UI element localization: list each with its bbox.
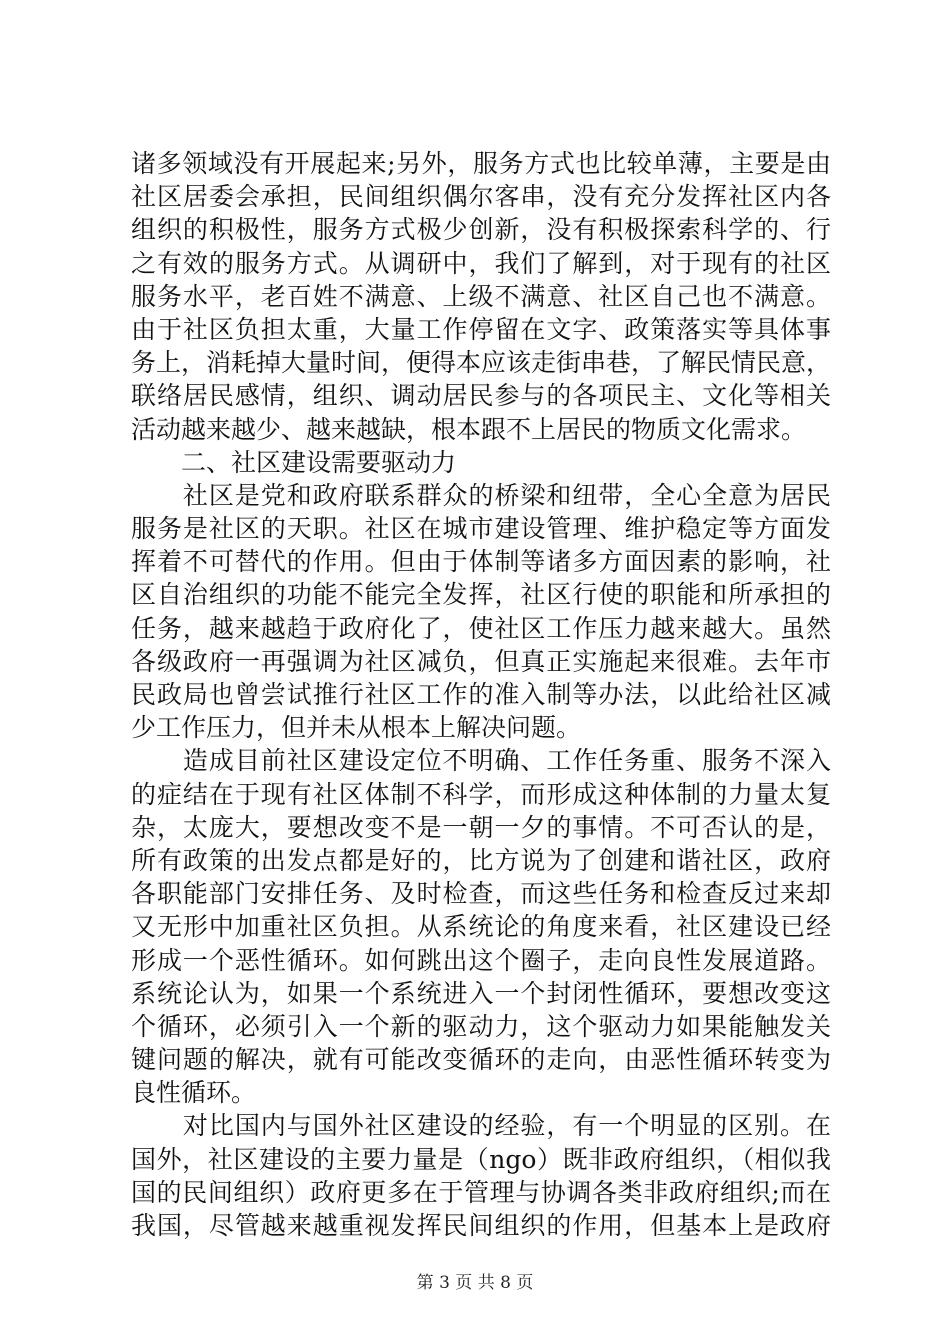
- text-line: 又无形中加重社区负担。从系统论的角度来看，社区建设已经: [131, 912, 831, 942]
- text-line: 形成一个恶性循环。如何跳出这个圈子，走向良性发展道路。: [131, 945, 831, 975]
- text-line: 民政局也曾尝试推行社区工作的准入制等办法，以此给社区减: [131, 680, 831, 709]
- text-line: 的症结在于现有社区体制不科学，而形成这种体制的力量太复: [131, 779, 831, 809]
- text-line: 造成目前社区建设定位不明确、工作任务重、服务不深入: [131, 746, 831, 776]
- page-footer: [0, 1268, 950, 1293]
- section-heading: 二、社区建设需要驱动力: [131, 447, 457, 477]
- text-line: 由于社区负担太重，大量工作停留在文字、政策落实等具体事: [131, 314, 831, 344]
- text-line: 杂，太庞大，要想改变不是一朝一夕的事情。不可否认的是，: [131, 812, 831, 842]
- text-line: 联络居民感情，组织、调动居民参与的各项民主、文化等相关: [131, 381, 831, 411]
- page-number-label: 第 3 页 共 8 页: [416, 1273, 534, 1293]
- text-line: 挥着不可替代的作用。但由于体制等诸多方面因素的影响，社: [131, 547, 831, 577]
- text-line: 所有政策的出发点都是好的，比方说为了创建和谐社区，政府: [131, 845, 831, 875]
- text-line: 对比国内与国外社区建设的经验，有一个明显的区别。在: [131, 1111, 831, 1141]
- text-line: 各职能部门安排任务、及时检查，而这些任务和检查反过来却: [131, 879, 831, 909]
- text-line: 各级政府一再强调为社区减负，但真正实施起来很难。去年市: [131, 646, 831, 676]
- text-line: 务上，消耗掉大量时间，便得本应该走街串巷，了解民情民意，: [131, 348, 832, 378]
- text-line: 服务水平，老百姓不满意、上级不满意、社区自己也不满意。: [131, 281, 831, 311]
- text-line: 社区居委会承担，民间组织偶尔客串，没有充分发挥社区内各: [131, 182, 831, 212]
- text-line: 组织的积极性，服务方式极少创新，没有积极探索科学的、行: [131, 215, 831, 245]
- text-line: 少工作压力，但并未从根本上解决问题。: [131, 713, 582, 743]
- text-line: 系统论认为，如果一个系统进入一个封闭性循环，要想改变这: [131, 978, 831, 1008]
- text-line: 键问题的解决，就有可能改变循环的走向，由恶性循环转变为: [131, 1045, 831, 1075]
- text-line: 诸多领域没有开展起来;另外，服务方式也比较单薄，主要是由: [131, 149, 831, 178]
- text-line: 国的民间组织）政府更多在于管理与协调各类非政府组织;而在: [131, 1177, 831, 1207]
- document-body: [131, 147, 831, 1242]
- text-line: 良性循环。: [131, 1078, 257, 1108]
- text-line: 服务是社区的天职。社区在城市建设管理、维护稳定等方面发: [131, 514, 831, 544]
- text-line: 社区是党和政府联系群众的桥梁和纽带，全心全意为居民: [131, 480, 831, 510]
- text-line: 国外，社区建设的主要力量是（ngo）既非政府组织，（相似我: [131, 1144, 831, 1174]
- text-line: 我国，尽管越来越重视发挥民间组织的作用，但基本上是政府: [131, 1211, 831, 1240]
- text-line: 任务，越来越趋于政府化了，使社区工作压力越来越大。虽然: [131, 613, 831, 643]
- text-line: 区自治组织的功能不能完全发挥，社区行使的职能和所承担的: [131, 580, 831, 610]
- text-line: 之有效的服务方式。从调研中，我们了解到，对于现有的社区: [131, 248, 831, 278]
- text-line: 活动越来越少、越来越缺，根本跟不上居民的物质文化需求。: [131, 414, 807, 444]
- text-line: 个循环，必须引入一个新的驱动力，这个驱动力如果能触发关: [131, 1011, 831, 1041]
